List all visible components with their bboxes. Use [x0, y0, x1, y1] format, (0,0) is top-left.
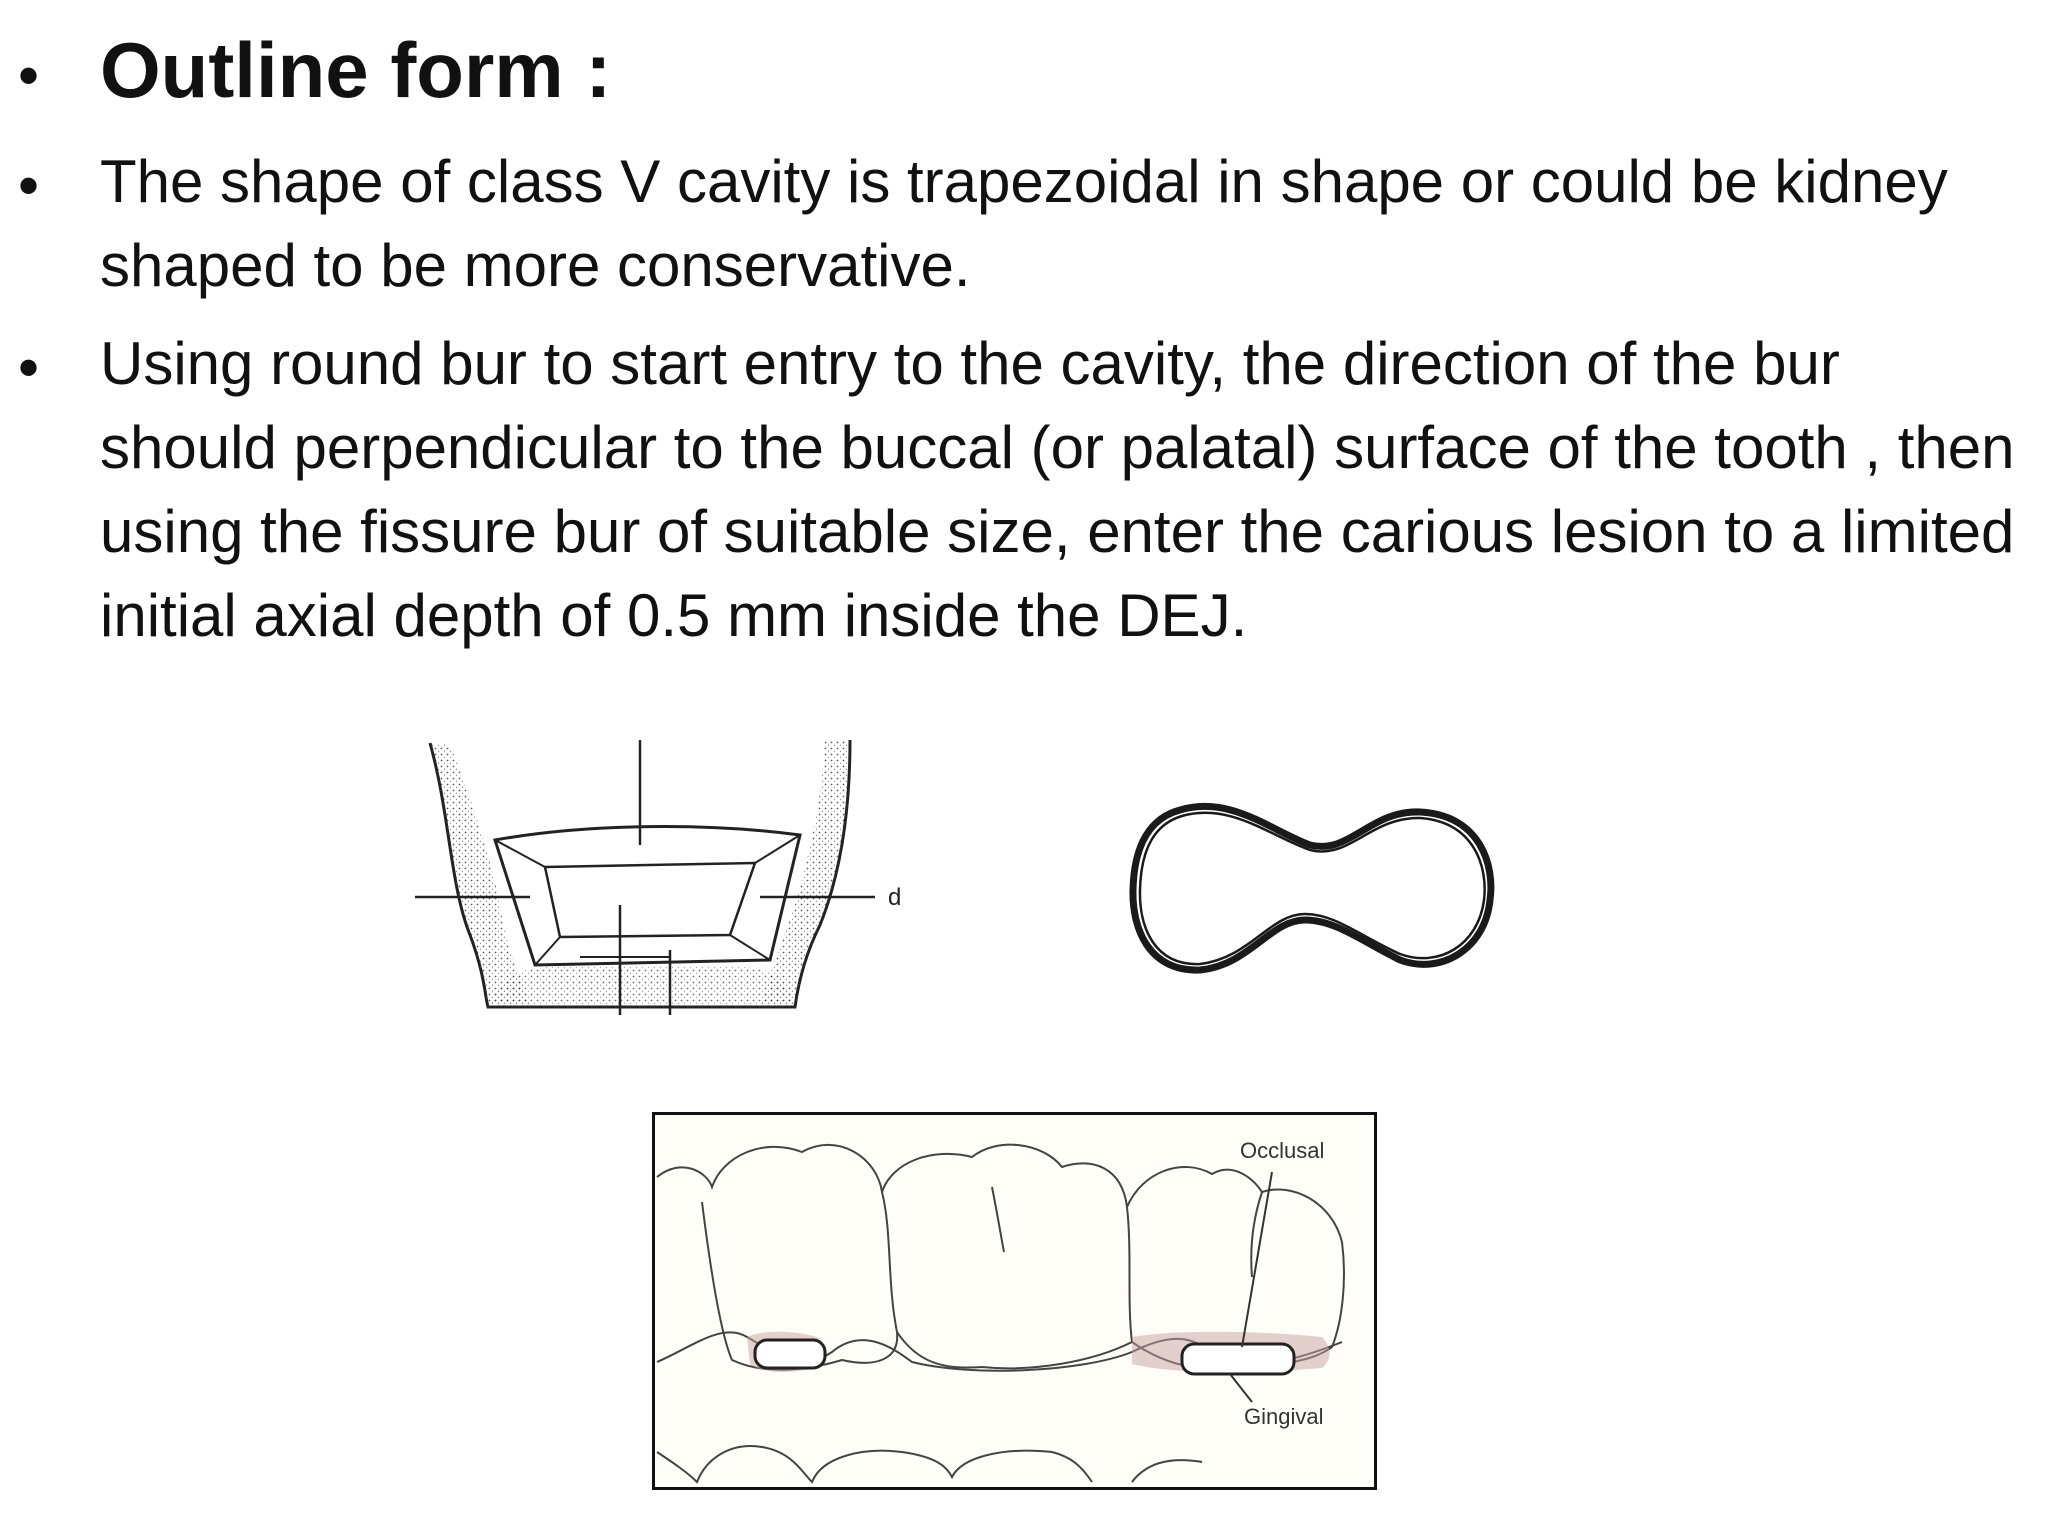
bullet-marker: •	[18, 42, 40, 109]
cavity-right	[1182, 1344, 1294, 1374]
label-d: d	[888, 884, 902, 911]
trapezoid-cavity-drawing	[410, 735, 910, 1015]
figure-frame	[654, 1114, 1376, 1489]
bullet-shape-row	[0, 140, 2048, 320]
tooth-shading-bottom	[488, 967, 795, 1007]
bullet-marker: •	[18, 334, 40, 401]
label-gingival: Gingival	[1244, 1404, 1324, 1429]
cavity-left	[755, 1340, 825, 1368]
bullet-marker: •	[18, 152, 40, 219]
kidney-shape-drawing	[1120, 790, 1500, 990]
kidney-shape-figure	[1120, 790, 1500, 990]
bullet-bur-row	[0, 322, 2048, 662]
slide-title: Outline form :	[100, 26, 612, 114]
bullet-title-row	[0, 22, 2048, 122]
bullet-bur-text: Using round bur to start entry to the cavity, the direction of the bur should perpendicular to the buccal (or palatal) surface of the tooth , then using the fissure bur of suitable size, enter the carious lesion to a limited initial axial depth of 0.5 mm inside the DEJ.	[100, 330, 2015, 649]
bullet-shape-text: The shape of class V cavity is trapezoidal in shape or could be kidney shaped to be more conservative.	[100, 148, 1948, 299]
trapezoid-cavity-figure	[410, 735, 910, 1015]
teeth-cavity-figure	[652, 1112, 1378, 1492]
trapezoid-outer	[495, 827, 800, 965]
label-occlusal: Occlusal	[1240, 1138, 1325, 1163]
kidney-outline	[1133, 806, 1491, 970]
teeth-cavity-drawing	[652, 1112, 1378, 1492]
